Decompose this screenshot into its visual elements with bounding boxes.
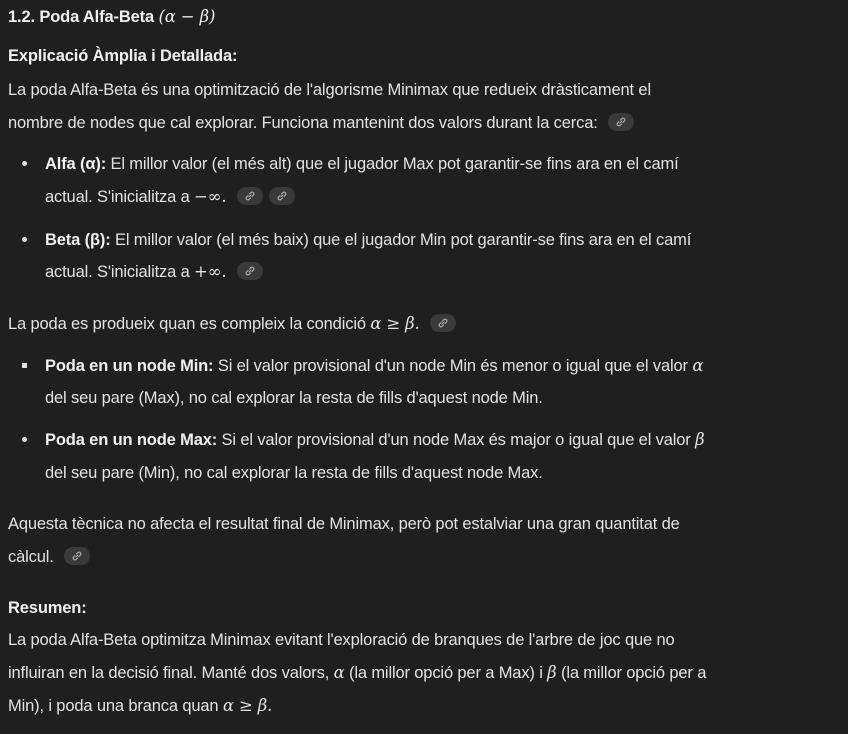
- alfa-line2: [45, 185, 295, 209]
- citation-link-button[interactable]: [608, 113, 634, 131]
- bullet: [22, 161, 27, 166]
- alfa-init: −∞.: [194, 187, 227, 206]
- link-icon: [615, 116, 627, 128]
- condition-math: α ≥ β.: [370, 314, 420, 333]
- summary-beta: β: [547, 663, 557, 682]
- beta-init: +∞.: [194, 262, 227, 281]
- min-node-label: Poda en un node Min:: [45, 357, 214, 375]
- min-node-math: α: [692, 356, 704, 375]
- min-node-line2: del seu pare (Max), no cal explorar la resta de fills d'aquest node Min.: [45, 389, 543, 407]
- outro-line2: [8, 545, 90, 569]
- max-node-math: β: [695, 430, 705, 449]
- heading-text: 1.2. Poda Alfa-Beta: [8, 8, 154, 26]
- link-icon: [244, 190, 256, 202]
- section-heading: [8, 5, 215, 29]
- link-icon: [437, 317, 449, 329]
- alfa-text2: actual. S'inicialitza a: [45, 188, 195, 206]
- link-icon: [276, 190, 288, 202]
- link-icon: [244, 265, 256, 277]
- condition-text: La poda es produeix quan es compleix la condició: [8, 315, 371, 333]
- max-node-line2: del seu pare (Min), no cal explorar la resta de fills d'aquest node Max.: [45, 464, 543, 482]
- min-node-line1: [45, 354, 703, 378]
- section1-title: Explicació Àmplia i Detallada:: [8, 47, 238, 65]
- summary-text2b: (la millor opció per a Max) i: [344, 664, 548, 682]
- summary-line2: [8, 661, 706, 685]
- beta-text1: El millor valor (el més baix) que el jugador Min pot garantir-se fins ara en el camí: [110, 231, 692, 249]
- link-icon: [71, 550, 83, 562]
- bullet: [22, 363, 27, 368]
- beta-line1: [45, 228, 691, 252]
- outro-line1: Aquesta tècnica no afecta el resultat final de Minimax, però pot estalviar una gran quantitat de: [8, 515, 680, 533]
- intro-line2: [8, 111, 634, 135]
- summary-alpha: α: [333, 663, 345, 682]
- citation-link-button[interactable]: [237, 262, 263, 280]
- alfa-line1: [45, 152, 679, 176]
- citation-link-button[interactable]: [237, 187, 263, 205]
- summary-condition: α ≥ β.: [222, 696, 273, 715]
- summary-text3a: Min), i poda una branca quan: [8, 697, 223, 715]
- summary-text2c: (la millor opció per a: [556, 664, 707, 682]
- summary-text2a: influiran en la decisió final. Manté dos valors,: [8, 664, 334, 682]
- bullet: [22, 237, 27, 242]
- citation-link-button[interactable]: [64, 547, 90, 565]
- heading-math: (α − β): [158, 7, 216, 26]
- beta-label: Beta (β):: [45, 231, 111, 249]
- max-node-label: Poda en un node Max:: [45, 431, 218, 449]
- summary-line1: La poda Alfa-Beta optimitza Minimax evitant l'exploració de branques de l'arbre de joc que no: [8, 631, 675, 649]
- condition-line: [8, 312, 456, 336]
- intro-line1: La poda Alfa-Beta és una optimització de l'algorisme Minimax que redueix dràsticament el: [8, 81, 651, 99]
- alfa-text1: El millor valor (el més alt) que el jugador Max pot garantir-se fins ara en el camí: [106, 155, 679, 173]
- citation-link-button[interactable]: [430, 314, 456, 332]
- citation-link-button[interactable]: [269, 187, 295, 205]
- bullet: [22, 437, 27, 442]
- min-node-text1: Si el valor provisional d'un node Min és menor o igual que el valor: [213, 357, 693, 375]
- summary-title: Resumen:: [8, 599, 87, 617]
- outro-text2: càlcul.: [8, 548, 54, 566]
- intro-line2-text: nombre de nodes que cal explorar. Funciona mantenint dos valors durant la cerca:: [8, 114, 598, 132]
- beta-line2: [45, 260, 263, 284]
- max-node-line1: [45, 428, 704, 452]
- beta-text2: actual. S'inicialitza a: [45, 263, 195, 281]
- alfa-label: Alfa (α):: [45, 155, 107, 173]
- max-node-text1: Si el valor provisional d'un node Max és major o igual que el valor: [217, 431, 696, 449]
- summary-line3: [8, 694, 272, 718]
